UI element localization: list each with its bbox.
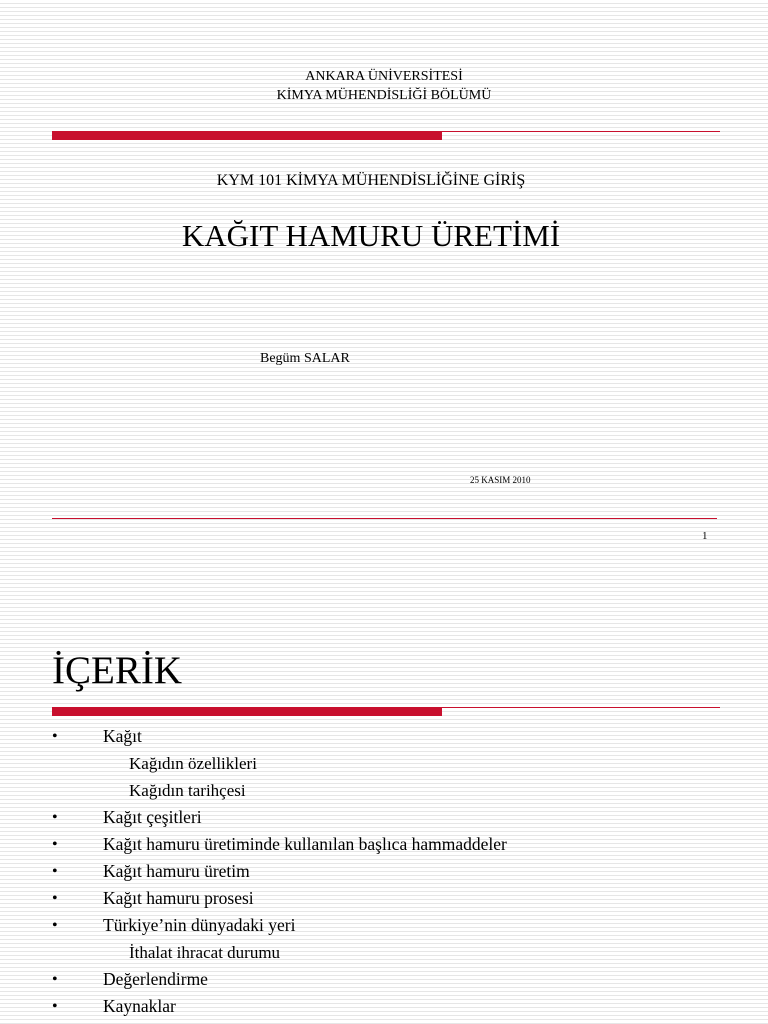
toc-item-label: Değerlendirme	[103, 969, 208, 989]
toc-item-label: İthalat ihracat durumu	[129, 943, 281, 962]
toc-item-label: Kağıt hamuru üretim	[103, 861, 250, 881]
course-title: KYM 101 KİMYA MÜHENDİSLİĞİNE GİRİŞ	[216, 172, 526, 189]
footer-divider	[52, 518, 717, 519]
toc-item-label: Kağıdın özellikleri	[129, 754, 257, 773]
title-divider-thin	[442, 131, 720, 132]
bullet-icon: •	[52, 728, 58, 745]
toc-item-label: Kağıt çeşitleri	[103, 807, 202, 827]
contents-divider-thick	[52, 707, 442, 716]
bullet-icon: •	[52, 998, 58, 1015]
contents-divider-thin	[442, 707, 720, 708]
institution-header	[0, 67, 768, 105]
bullet-icon: •	[52, 971, 58, 988]
toc-item-label: Türkiye’nin dünyadaki yeri	[103, 915, 296, 935]
presentation-title: KAĞIT HAMURU ÜRETİMİ	[181, 218, 561, 253]
presentation-date: 25 KASIM 2010	[470, 475, 531, 485]
title-divider-thick	[52, 131, 442, 140]
author-name: Begüm SALAR	[260, 351, 350, 366]
department-name: KİMYA MÜHENDİSLİĞİ BÖLÜMÜ	[276, 88, 492, 103]
bullet-icon: •	[52, 836, 58, 853]
bullet-icon: •	[52, 863, 58, 880]
page-number: 1	[702, 530, 708, 542]
contents-heading: İÇERİK	[52, 649, 182, 692]
bullet-icon: •	[52, 917, 58, 934]
institution-name: ANKARA ÜNİVERSİTESİ	[305, 69, 463, 84]
toc-item-label: Kağıt	[103, 726, 142, 746]
bullet-icon: •	[52, 890, 58, 907]
toc-item-label: Kağıdın tarihçesi	[129, 781, 246, 800]
toc-item-label: Kağıt hamuru prosesi	[103, 888, 254, 908]
toc-item-label: Kağıt hamuru üretiminde kullanılan başlıca hammaddeler	[103, 834, 507, 854]
toc-item-label: Kaynaklar	[103, 996, 176, 1016]
bullet-icon: •	[52, 809, 58, 826]
